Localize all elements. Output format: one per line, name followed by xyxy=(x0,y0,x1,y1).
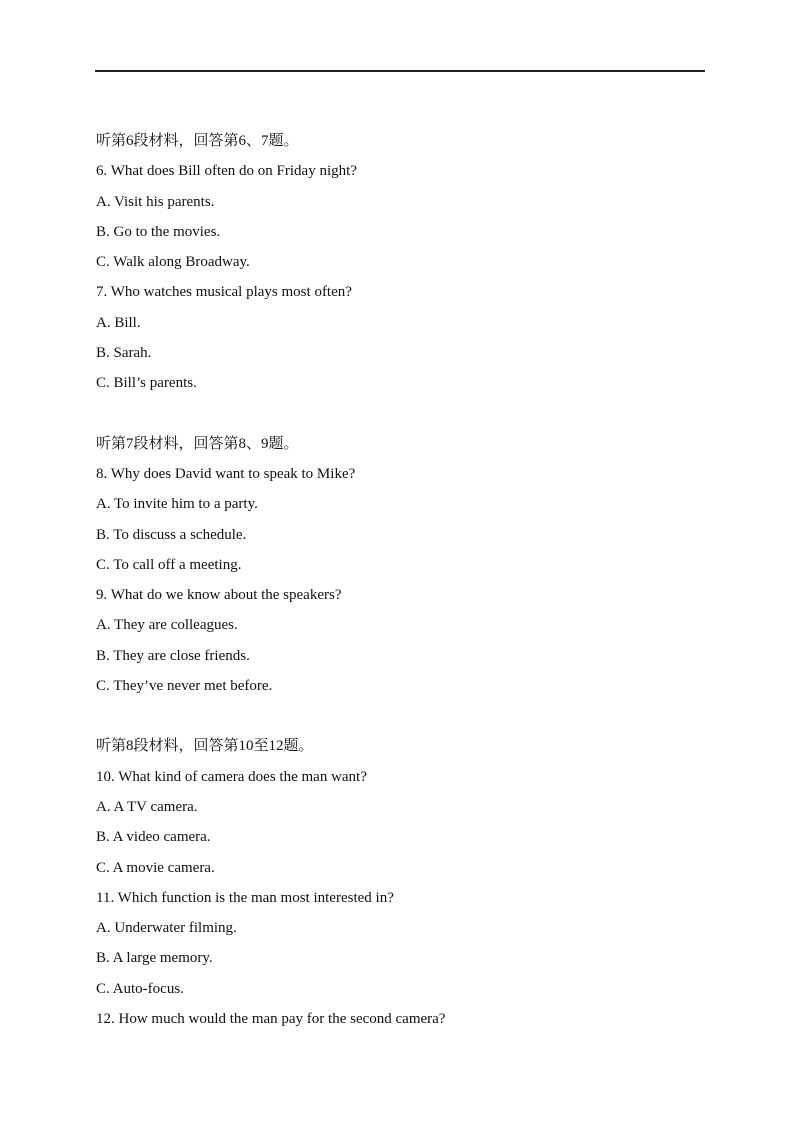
option-10c: C. A movie camera. xyxy=(96,859,215,876)
question-10: 10. What kind of camera does the man want? xyxy=(96,768,367,785)
question-11: 11. Which function is the man most interested in? xyxy=(96,889,394,906)
question-7: 7. Who watches musical plays most often? xyxy=(96,284,352,301)
option-10a: A. A TV camera. xyxy=(96,798,198,815)
option-6b: B. Go to the movies. xyxy=(96,223,221,240)
option-9a: A. They are colleagues. xyxy=(96,617,238,634)
header-rule xyxy=(95,70,705,72)
option-7c: C. Bill’s parents. xyxy=(96,375,197,392)
option-11c: C. Auto-focus. xyxy=(96,980,184,997)
section-material-7 xyxy=(96,429,706,702)
option-11b: B. A large memory. xyxy=(96,950,213,967)
section-heading: 听第6段材料，回答第6、7题。 xyxy=(96,133,299,149)
section-material-8 xyxy=(96,731,706,1034)
document-body xyxy=(96,126,706,1034)
option-11a: A. Underwater filming. xyxy=(96,920,237,937)
option-8c: C. To call off a meeting. xyxy=(96,556,242,573)
option-6c: C. Walk along Broadway. xyxy=(96,254,250,271)
option-9b: B. They are close friends. xyxy=(96,647,250,664)
section-material-6 xyxy=(96,126,706,399)
option-7b: B. Sarah. xyxy=(96,345,152,362)
section-heading: 听第7段材料，回答第8、9题。 xyxy=(96,435,299,452)
option-8b: B. To discuss a schedule. xyxy=(96,526,247,543)
question-9: 9. What do we know about the speakers? xyxy=(96,587,342,604)
question-12: 12. How much would the man pay for the second camera? xyxy=(96,1011,446,1028)
option-9c: C. They’ve never met before. xyxy=(96,678,273,695)
option-8a: A. To invite him to a party. xyxy=(96,496,258,513)
option-7a: A. Bill. xyxy=(96,314,141,331)
question-6: 6. What does Bill often do on Friday night? xyxy=(96,163,357,180)
option-10b: B. A video camera. xyxy=(96,829,211,846)
option-6a: A. Visit his parents. xyxy=(96,193,215,210)
question-8: 8. Why does David want to speak to Mike? xyxy=(96,465,356,482)
section-heading: 听第8段材料，回答第10至12题。 xyxy=(96,738,314,755)
